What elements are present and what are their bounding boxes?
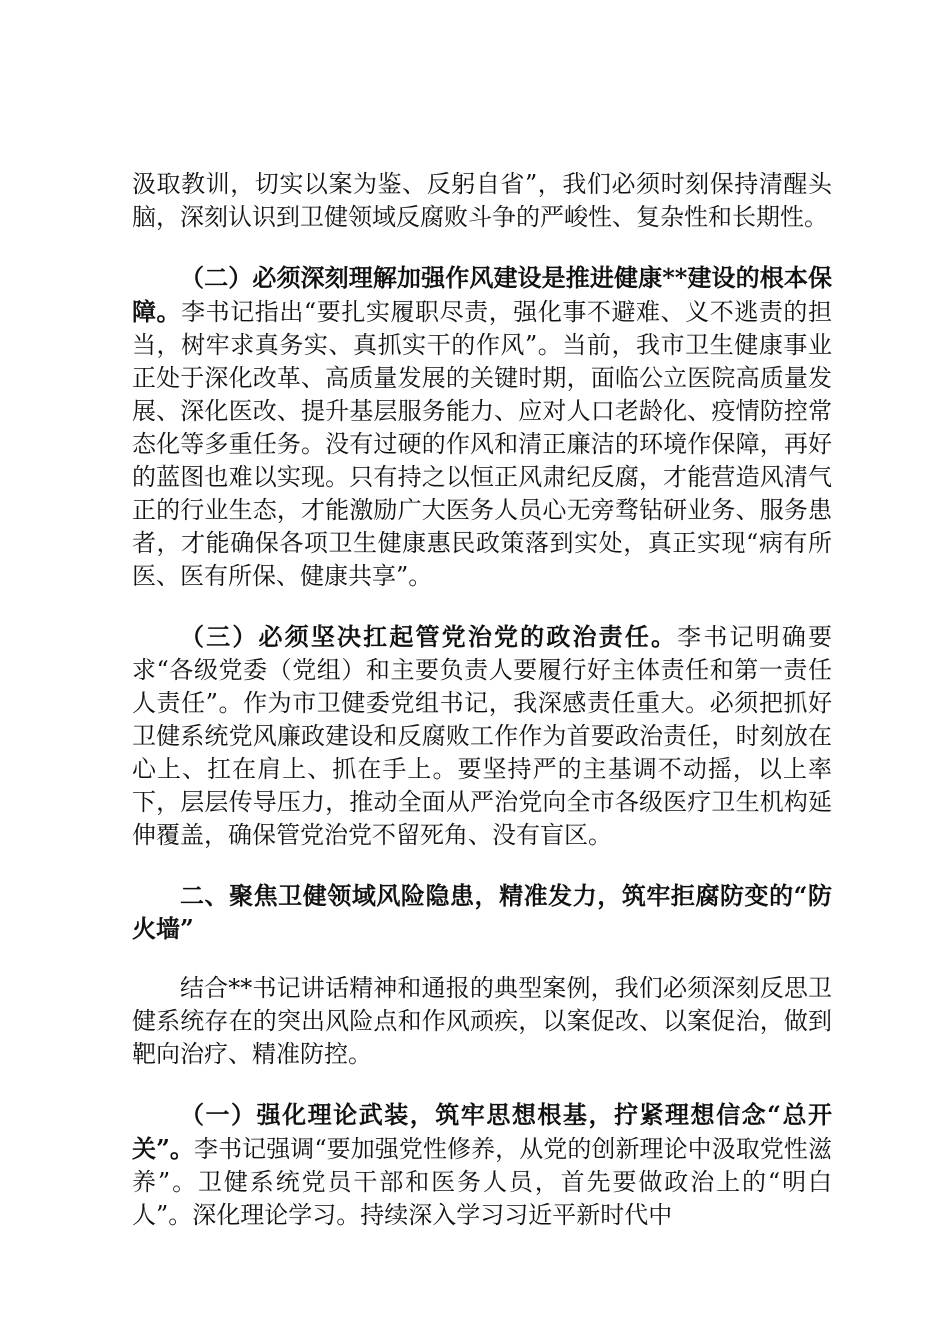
paragraph-section-three bbox=[132, 620, 832, 852]
paragraph-lead: （三）必须坚决扛起管党治党的政治责任。 bbox=[180, 622, 678, 651]
heading-text: 二、聚焦卫健领域风险隐患，精准发力，筑牢拒腐防变的“防火墙” bbox=[132, 881, 832, 943]
paragraph-text: 汲取教训，切实以案为鉴、反躬自省”，我们必须时刻保持清醒头脑，深刻认识到卫健领域反腐败斗争的严峻性、复杂性和长期性。 bbox=[132, 170, 832, 231]
paragraph-intro bbox=[132, 972, 832, 1071]
paragraph-section-two bbox=[132, 261, 832, 593]
paragraph-lead: （一）强化理论武装，筑牢思想根基，拧紧理想信念“总开关”。 bbox=[132, 1100, 832, 1163]
paragraph-text: 李书记明确要求“各级党委（党组）和主要负责人要履行好主体责任和第一责任人责任”。作为市卫健委党组书记，我深感责任重大。必须把抓好卫健系统党风廉政建设和反腐败工作作为首要政治责任，时刻放在心上、扛在肩上、抓在手上。要坚持严的主基调不动摇，以上率下，层层传导压力，推动全面从严治党向全市各级医疗卫生机构延伸覆盖，确保管党治党不留死角、没有盲区。 bbox=[132, 623, 833, 849]
paragraph-text: 李书记强调“要加强党性修养，从党的创新理论中汲取党性滋养”。卫健系统党员干部和医务人员，首先要做政治上的“明白人”。深化理论学习。持续深入学习习近平新时代中 bbox=[132, 1135, 832, 1229]
paragraph-text: 结合**书记讲话精神和通报的典型案例，我们必须深刻反思卫健系统存在的突出风险点和作风顽疾，以案促改、以案促治，做到靶向治疗、精准防控。 bbox=[132, 974, 832, 1068]
document-page bbox=[132, 168, 832, 1259]
paragraph-text: 李书记指出“要扎实履职尽责，强化事不避难、义不逃责的担当，树牢求真务实、真抓实干的作风”。当前，我市卫生健康事业正处于深化改革、高质量发展的关键时期，面临公立医院高质量发展、深化医改、提升基层服务能力、应对人口老龄化、疫情防控常态化等多重任务。没有过硬的作风和清正廉洁的环境作保障，再好的蓝图也难以实现。只有持之以恒正风肃纪反腐，才能营造风清气正的行业生态，才能激励广大医务人员心无旁骛钻研业务、服务患者，才能确保各项卫生健康惠民政策落到实处，真正实现“病有所医、医有所保、健康共享”。 bbox=[132, 298, 832, 590]
section-heading-two bbox=[132, 879, 832, 945]
paragraph-subsection-one bbox=[132, 1098, 832, 1232]
paragraph-lead: （二）必须深刻理解加强作风建设是推进健康**建设的根本保障。 bbox=[132, 263, 832, 326]
paragraph-continuation bbox=[132, 168, 832, 234]
